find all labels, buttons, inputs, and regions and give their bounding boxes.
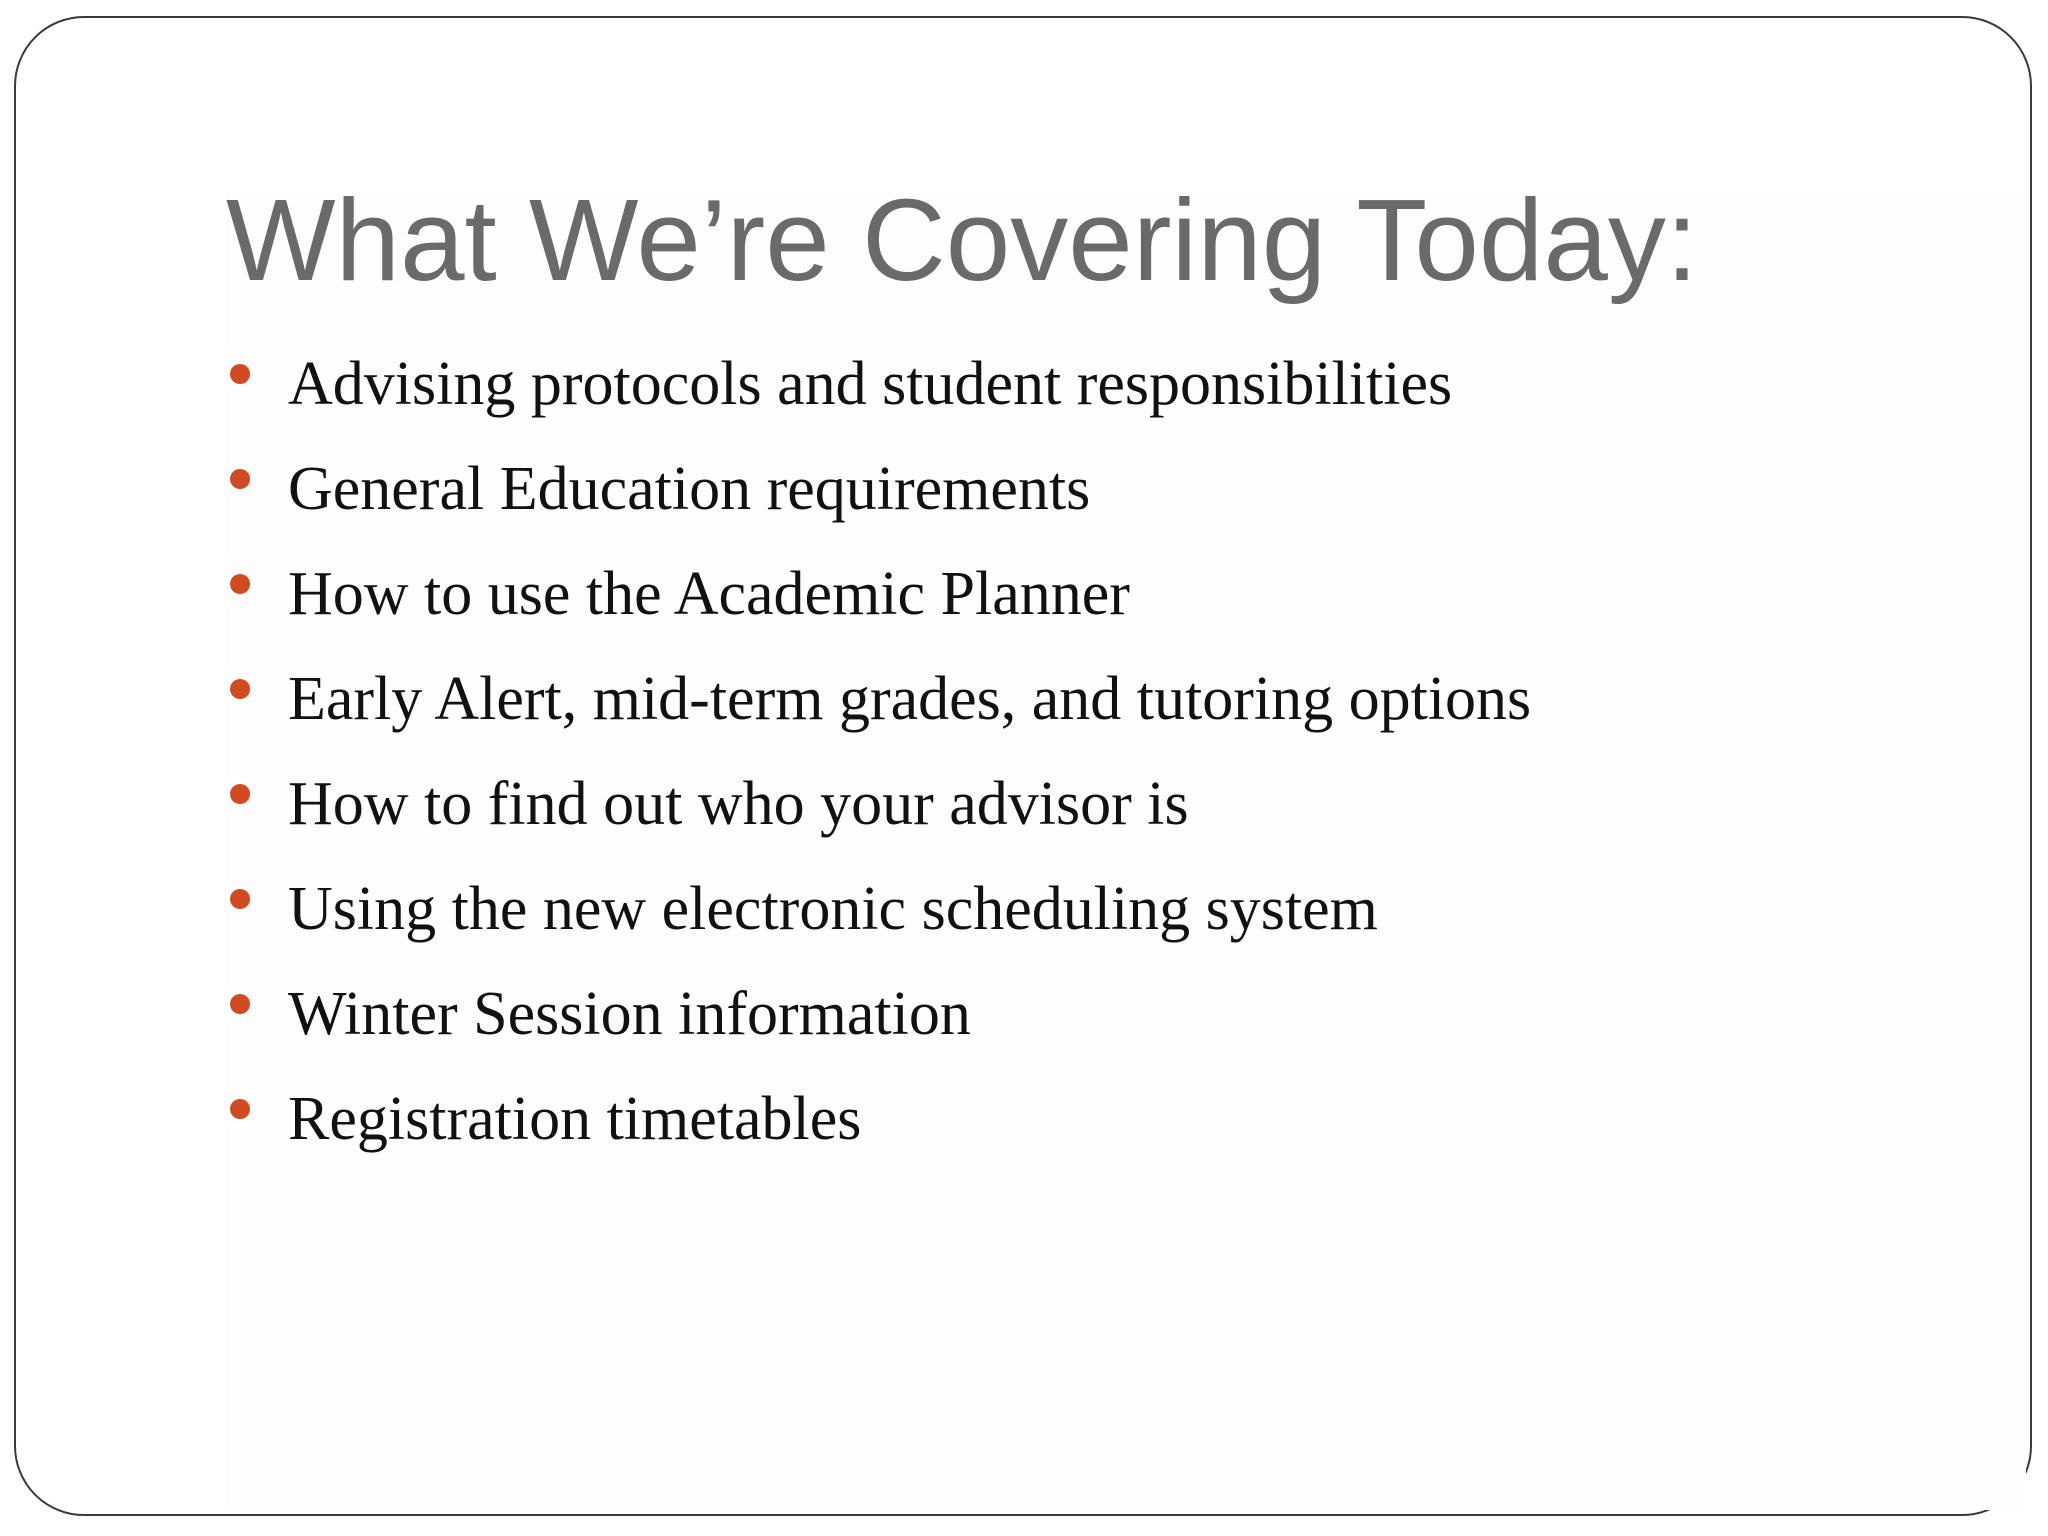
bullet-dot-icon <box>230 1099 250 1119</box>
list-item-text: Early Alert, mid-term grades, and tutoring options <box>288 665 1532 733</box>
slide-title: What We’re Covering Today: <box>226 175 1699 305</box>
bullet-dot-icon <box>230 469 250 489</box>
bullet-dot-icon <box>230 994 250 1014</box>
list-item-text: How to find out who your advisor is <box>288 770 1189 838</box>
list-item-text: How to use the Academic Planner <box>288 560 1130 628</box>
bullet-dot-icon <box>230 784 250 804</box>
bullet-dot-icon <box>230 889 250 909</box>
list-item-text: Using the new electronic scheduling system <box>288 875 1378 943</box>
bullet-dot-icon <box>230 364 250 384</box>
list-item-text: Advising protocols and student responsibilities <box>288 350 1453 418</box>
list-item-text: General Education requirements <box>288 455 1091 523</box>
list-item-text: Registration timetables <box>288 1085 862 1153</box>
bullet-dot-icon <box>230 679 250 699</box>
list-item-text: Winter Session information <box>288 980 971 1048</box>
bullet-dot-icon <box>230 574 250 594</box>
